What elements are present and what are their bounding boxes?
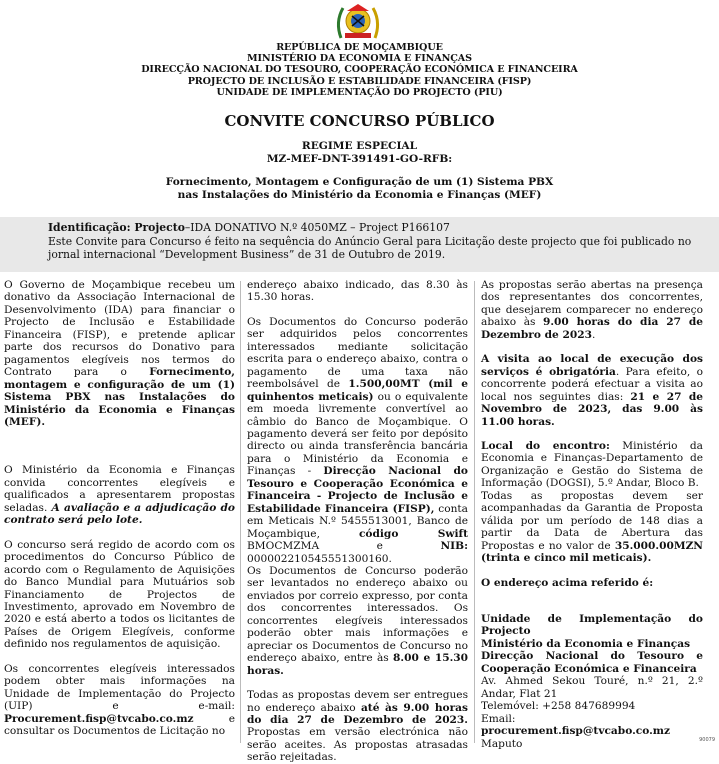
text: Email: [481, 712, 516, 725]
subject-line: Fornecimento, Montagem e Configuração de um (1) Sistema PBX [165, 176, 554, 188]
address-line: Direcção Nacional do Tesouro e Cooperação Económica e Financeira [481, 650, 703, 675]
text: e consultar os Documentos de Licitação no [4, 712, 235, 738]
regime-block [0, 140, 719, 165]
text: Ministério da Economia e Finanças-Departamento de Organização e Gestão do Sistema de Informação (DOGSI), 5.º Andar, Bloco B. [481, 439, 703, 490]
paragraph [481, 440, 703, 490]
column-divider [240, 281, 241, 743]
paragraph [247, 565, 468, 677]
text: Todas as propostas devem ser acompanhadas da Garantia de Proposta válida por um período de 148 dias a partir da Data de Abertura das Propostas e no valor de [481, 489, 703, 552]
header-line: REPÚBLICA DE MOÇAMBIQUE [276, 42, 443, 53]
paragraph [481, 279, 703, 341]
text: 000002210545551300160. [247, 552, 392, 565]
text: Todas as propostas devem ser entregues no endereço abaixo [247, 689, 468, 714]
address-line: Ministério da Economia e Finanças [481, 637, 691, 650]
column-3 [481, 279, 703, 750]
email-line [481, 713, 703, 738]
subject-block [0, 176, 719, 201]
identification-paragraph: Este Convite para Concurso é feito na sequência do Anúncio Geral para Licitação deste projecto que foi publicado no jornal internacional “Development Business” de 31 de Outubro de 2019. [48, 234, 692, 262]
city: Maputo [481, 737, 523, 750]
text: ou o equivalente em moeda livremente convertível ao câmbio do Banco de Moçambique. O pagamento deverá ser feito por depósito directo ou ainda transferência bancária para o Ministério da Economia e Finanças - [247, 390, 468, 478]
paragraph: O concurso será regido de acordo com os procedimentos do Concurso Público de acordo com o Regulamento de Aquisições do Banco Mundial para Mutuários sob Financiamento de Projectos de Investimento, aprovado em Novembro de 2020 e está aberto a todos os licitantes de Países de Origem Elegíveis, conforme definido nos regulamentos de aquisição. [4, 538, 235, 651]
header-line: DIRECÇÃO NACIONAL DO TESOURO, COOPERAÇÃO ECONÓMICA E FINANCEIRA [141, 64, 578, 76]
paragraph: O endereço acima referido é: [481, 576, 654, 589]
paragraph [481, 490, 703, 565]
header-line: PROJECTO DE INCLUSÃO E ESTABILIDADE FINANCEIRA (FISP) [187, 75, 532, 87]
subject-line: nas Instalações do Ministério da Economia e Finanças (MEF) [177, 188, 542, 201]
header-line: MINISTÉRIO DA ECONOMIA E FINANÇAS [247, 53, 472, 65]
bold-text: 21 e 27 de Novembro de 2023, das 9.00 às 11.00 horas. [481, 390, 703, 428]
bold-text: até às 9.00 horas do dia 27 de Dezembro de 2023. [247, 701, 468, 726]
document-title: CONVITE CONCURSO PÚBLICO [224, 112, 495, 130]
identification-text [48, 221, 698, 262]
column-1 [4, 279, 235, 738]
text: BMOCMZMA e [247, 540, 441, 553]
address-street: Av. Ahmed Sekou Touré, n.º 21, 2.º Andar, Flat 21 [481, 675, 703, 700]
paragraph: endereço abaixo indicado, das 8.30 às 15.30 horas. [247, 279, 468, 304]
mozambique-emblem-icon [333, 2, 383, 42]
bold-text: A visita ao local de execução dos serviços é obrigatória [481, 353, 703, 378]
paragraph [4, 464, 235, 526]
bold-text: Local do encontro: [481, 439, 610, 452]
bold-text: Direcção Nacional do Tesouro e Cooperação Económica e Financeira - Projecto de Inclusão e Estabilidade Financeira (FISP), [247, 465, 468, 515]
bold-text: 35.000.00MZN (trinta e cinco mil meticais). [481, 539, 703, 565]
text: O Governo de Moçambique recebeu um donativo da Associação Internacional de Desenvolvimento (IDA) para financiar o Projecto de Inclusão e Estabilidade Financeira (FISP), e pretende aplicar parte dos recursos do Donativo para pagamentos elegíveis nos termos do Contrato para o [4, 279, 235, 379]
text: . Para efeito, o concorrente poderá efectuar a visita ao local nos seguintes dias: [481, 365, 704, 403]
bold-text: 1.500,00MT (mil e quinhentos meticais) [247, 378, 468, 403]
regime-line: REGIME ESPECIAL [301, 140, 418, 152]
bold-text: 8.00 e 15.30 horas. [247, 652, 469, 677]
paragraph [247, 689, 468, 764]
header-line: UNIDADE DE IMPLEMENTAÇÃO DO PROJECTO (PIU) [216, 86, 503, 98]
identification-label: Identificação: Projecto [48, 221, 185, 234]
text: Os Documentos de Concurso poderão ser levantados no endereço abaixo ou enviados por correio expresso, por conta dos concorrentes interessados. Os concorrentes elegíveis interessados poderão obter mais informações e apreciar os Documentos de Concurso no endereço abaixo, entre às [247, 564, 468, 665]
bold-text: Fornecimento, montagem e configuração de um (1) Sistema PBX nas Instalações do Ministério da Economia e Finanças (MEF). [4, 366, 235, 428]
column-2 [247, 279, 468, 764]
phone: Telemóvel: +258 847689994 [481, 700, 636, 713]
text: Os Documentos do Concurso poderão ser adquiridos pelos concorrentes interessados mediante solicitação escrita para o endereço abaixo, contra o pagamento de uma taxa não reembolsável de [247, 315, 468, 391]
bold-italic-text: A avaliação e a adjudicação do contrato será pelo lote. [4, 501, 235, 527]
bold-text: 9.00 horas do dia 27 de Dezembro de 2023 [481, 316, 703, 341]
address-line: Unidade de Implementação do Projecto [481, 612, 703, 638]
footer-code: 90079 [699, 737, 715, 743]
bold-text: código Swift [358, 527, 468, 540]
institution-header [0, 42, 719, 98]
text: Propostas em versão electrónica não serão aceites. As propostas atrasadas serão rejeitadas. [247, 726, 468, 764]
email-text: Procurement.fisp@tvcabo.co.mz [4, 712, 194, 725]
identification-value: –IDA DONATIVO N.º 4050MZ – Project P166107 [184, 221, 450, 234]
paragraph [4, 663, 235, 738]
column-divider [474, 281, 475, 743]
bold-text: NIB: [440, 540, 468, 553]
text: As propostas serão abertas na presença dos representantes dos concorrentes, que desejarem comparecer no endereço abaixo às [481, 279, 703, 329]
text: conta em Meticais N.º 5455513001, Banco de Moçambique, [247, 502, 469, 540]
text: . [591, 328, 596, 341]
text: Os concorrentes elegíveis interessados podem obter mais informações na Unidade de Implementação do Projecto (UIP) e e-mail: [4, 662, 235, 713]
paragraph [481, 353, 703, 428]
email-text: procurement.fisp@tvcabo.co.mz [481, 725, 671, 738]
text: O Ministério da Economia e Finanças convida concorrentes elegíveis e qualificados a apresentarem propostas seladas. [4, 464, 235, 514]
paragraph [4, 279, 235, 428]
paragraph [247, 316, 468, 565]
reference-code: MZ-MEF-DNT-391491-GO-RFB: [266, 152, 453, 165]
